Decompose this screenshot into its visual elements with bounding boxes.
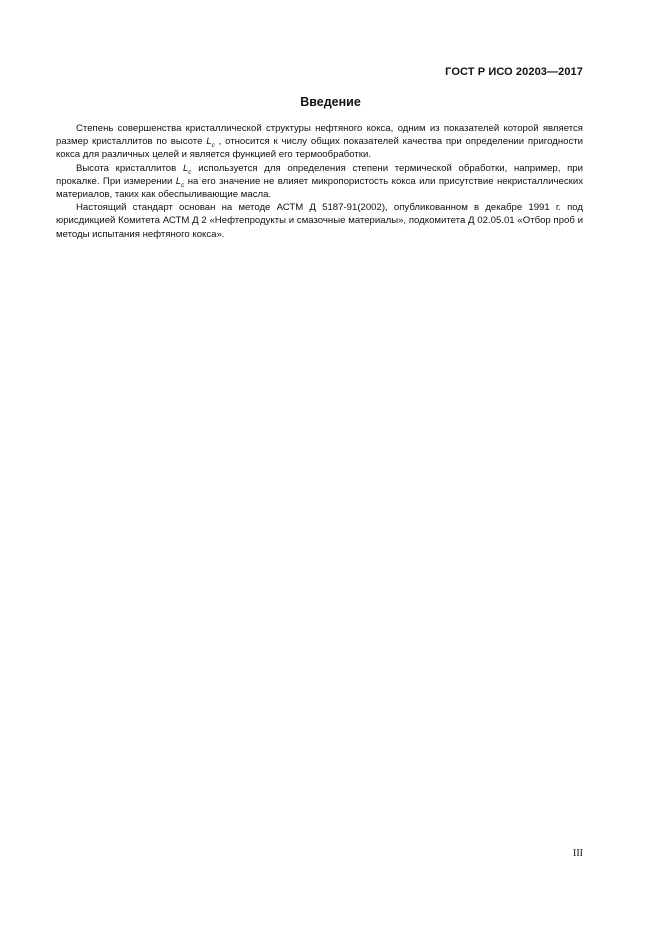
crystallite-height-symbol: $L_c$ bbox=[182, 162, 192, 176]
crystallite-height-symbol: $L_c$ bbox=[206, 136, 215, 150]
crystallite-height-symbol: $L_c$ bbox=[175, 175, 185, 189]
section-title: Введение bbox=[300, 95, 361, 109]
paragraph-1 bbox=[56, 122, 583, 162]
paragraph-2 bbox=[56, 162, 583, 202]
paragraph-1-text-a: Степень совершенства кристаллической структуры нефтяного кокса, одним из показателей которой является размер кристаллитов по высоте bbox=[56, 123, 583, 148]
paragraph-2-text-c: на его значение не влияет микропористость кокса или присутствие некристаллических материалов, таких как обеспыливающие масла. bbox=[56, 175, 583, 201]
page-number: III bbox=[573, 848, 583, 859]
paragraph-2-text-a: Высота кристаллитов bbox=[76, 162, 183, 174]
paragraph-2-text-b: используется для определения степени термической обработки, например, при прокалке. При измерении bbox=[56, 162, 583, 187]
introduction-body bbox=[56, 122, 583, 241]
paragraph-3: Настоящий стандарт основан на методе АСТМ Д 5187-91(2002), опубликованном в декабре 1991 г. под юрисдикцией Комитета АСТМ Д 2 «Нефтепродукты и смазочные материалы», подкомитета Д 02.05.01 «Отбор проб и методы испытания нефтяного кокса». bbox=[56, 202, 583, 240]
document-code: ГОСТ Р ИСО 20203—2017 bbox=[445, 66, 583, 78]
paragraph-1-text-b: , относится к числу общих показателей качества при определении пригодности кокса для различных целей и является функцией его термообработки. bbox=[56, 136, 583, 161]
